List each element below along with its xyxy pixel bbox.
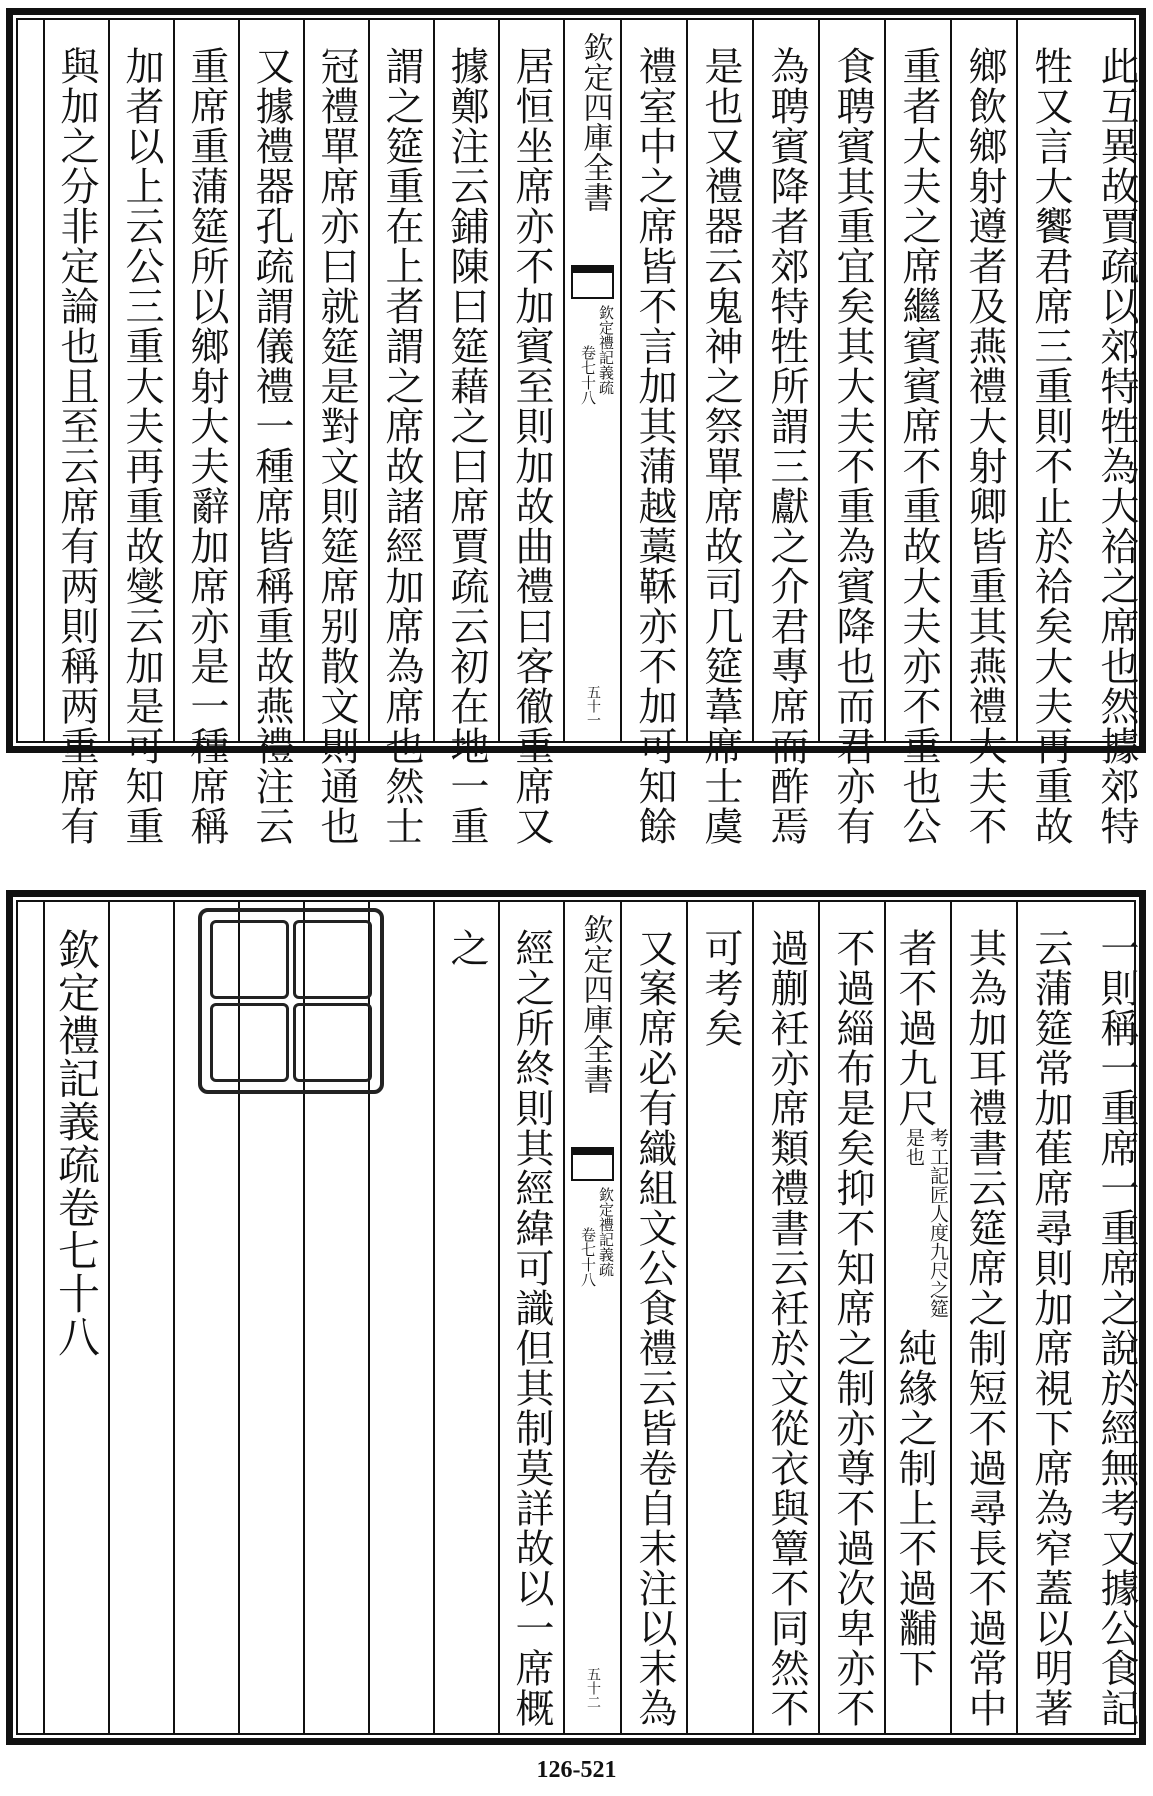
- text-column: 牲又言大饗君席三重則不止於祫矣大夫再重故: [1016, 20, 1082, 741]
- text-column: 據鄭注云鋪陳曰筵藉之曰席賈疏云初在地一重: [433, 20, 498, 741]
- volume-number: 卷七十八: [579, 345, 597, 405]
- seal-glyph: [293, 920, 372, 999]
- text-column: 經之所終則其經緯可識但其制莫詳故以一席概: [498, 902, 563, 1733]
- text-column: 可考矣: [686, 902, 752, 1733]
- text-column: 不過緇布是矣抑不知席之制亦尊不過次卑亦不: [818, 902, 884, 1733]
- text-column: 此互異故賈疏以郊特牲為大祫之席也然據郊特: [1094, 46, 1139, 846]
- book-title: 欽定禮記義疏: [597, 1187, 615, 1277]
- library-name: 欽定四庫全書: [577, 32, 613, 212]
- blank-column: [108, 902, 173, 1733]
- bottom-page: [6, 890, 1146, 1745]
- text-column: 居恒坐席亦不加賓至則加故曲禮曰客徹重席又: [498, 20, 563, 741]
- fish-tail-mark: [571, 1147, 614, 1181]
- top-page-frame: [16, 18, 1139, 846]
- seal-stamp: [198, 908, 384, 1094]
- text-column: 禮室中之席皆不言加其蒲越藁鞂亦不加可知餘: [620, 20, 686, 741]
- text-column: 與加之分非定論也且至云席有两則稱两重席有: [43, 20, 108, 741]
- text-column: 鄉飲鄉射遵者及燕禮大射卿皆重其燕禮大夫不: [950, 20, 1016, 741]
- text-column: 食聘賓其重宜矣其大夫不重為賓降也而君亦有: [818, 20, 884, 741]
- text-column: 之: [433, 902, 498, 1733]
- main-text: 者不過九尺: [892, 928, 937, 1128]
- page-number: 五十一: [585, 685, 601, 727]
- text-column: 冠禮單席亦曰就筵是對文則筵席别散文則通也: [303, 20, 368, 741]
- main-text: 純緣之制上不過黼下: [892, 1328, 937, 1688]
- fish-tail-mark: [571, 265, 614, 299]
- text-column-with-note: [884, 902, 950, 1733]
- text-column: 加者以上云公三重大夫再重故燮云加是可知重: [108, 20, 173, 741]
- seal-glyph: [210, 1003, 289, 1082]
- chapter-title: 欽定禮記義疏卷七十八: [43, 902, 108, 1733]
- top-page: [6, 8, 1146, 846]
- text-column: 一則稱一重席一重席之說於經無考又據公食記: [1094, 928, 1139, 1728]
- text-column: 過蒯衽亦席類禮書云衽於文從衣與簟不同然不: [752, 902, 818, 1733]
- book-title: 欽定禮記義疏: [597, 305, 615, 395]
- text-column: 是也又禮器云鬼神之祭單席故司几筵葦席士虞: [686, 20, 752, 741]
- text-column: 重席重蒲筵所以鄉射大夫辭加席亦是一種席稱: [173, 20, 238, 741]
- text-column: 為聘賓降者郊特牲所謂三獻之介君專席而酢焉: [752, 20, 818, 741]
- text-column: 其為加耳禮書云筵席之制短不過尋長不過常中: [950, 902, 1016, 1733]
- text-column: 又案席必有織組文公食禮云皆卷自末注以末為: [620, 902, 686, 1733]
- page-number: 五十二: [585, 1667, 601, 1709]
- seal-glyph: [210, 920, 289, 999]
- text-column: 謂之筵重在上者謂之席故諸經加席為席也然士: [368, 20, 433, 741]
- text-column: 云蒲筵常加萑席尋則加席視下席為窄蓋以明著: [1016, 902, 1082, 1733]
- text-column: 重者大夫之席繼賓賓席不重故大夫亦不重也公: [884, 20, 950, 741]
- text-column: 又據禮器孔疏謂儀禮一種席皆稱重故燕禮注云: [238, 20, 303, 741]
- center-gutter: [563, 20, 622, 741]
- seal-glyph: [293, 1003, 372, 1082]
- bottom-page-frame: [16, 900, 1139, 1735]
- interlinear-note: 考工記匠人度九尺之筵是也: [903, 1128, 949, 1318]
- center-gutter: [563, 902, 622, 1733]
- library-name: 欽定四庫全書: [577, 914, 613, 1094]
- volume-number: 卷七十八: [579, 1227, 597, 1287]
- page-reference: 126-521: [536, 1757, 617, 1783]
